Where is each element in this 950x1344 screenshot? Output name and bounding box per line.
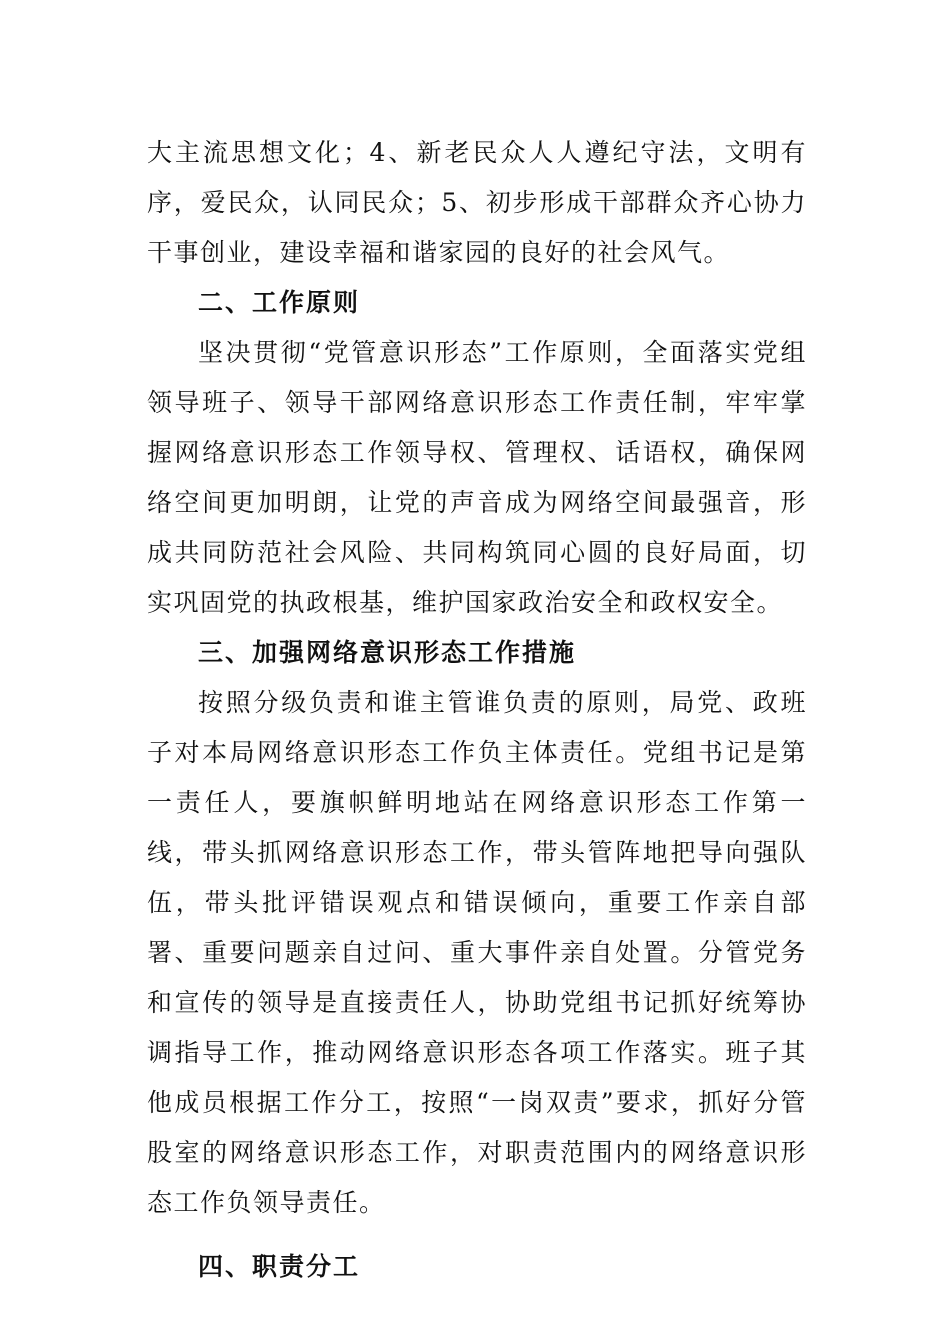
section-heading-responsibilities: 四、职责分工 xyxy=(198,1252,361,1281)
section-heading-measures: 三、加强网络意识形态工作措施 xyxy=(198,638,577,667)
paragraph-measures: 按照分级负责和谁主管谁负责的原则，局党、政班子对本局网络意识形态工作负主体责任。党组书记是第一责任人，要旗帜鲜明地站在网络意识形态工作第一线，带头抓网络意识形态工作，带头管阵地把导向强队伍，带头批评错误观点和错误倾向，重要工作亲自部署、重要问题亲自过问、重大事件亲自处置。分管党务和宣传的领导是直接责任人，协助党组书记抓好统筹协调指导工作，推动网络意识形态各项工作落实。班子其他成员根据工作分工，按照“一岗双责”要求，抓好分管股室的网络意识形态工作，对职责范围内的网络意识形态工作负领导责任。 xyxy=(147,688,807,1217)
section-heading-work-principles: 二、工作原则 xyxy=(198,288,361,317)
paragraph-continuation: 大主流思想文化；4、新老民众人人遵纪守法，文明有序，爱民众，认同民众；5、初步形成干部群众齐心协力干事创业，建设幸福和谐家园的良好的社会风气。 xyxy=(147,138,807,267)
document-body xyxy=(147,128,807,1292)
paragraph-work-principles: 坚决贯彻“党管意识形态”工作原则，全面落实党组领导班子、领导干部网络意识形态工作责任制，牢牢掌握网络意识形态工作领导权、管理权、话语权，确保网络空间更加明朗，让党的声音成为网络空间最强音，形成共同防范社会风险、共同构筑同心圆的良好局面，切实巩固党的执政根基，维护国家政治安全和政权安全。 xyxy=(147,338,807,617)
